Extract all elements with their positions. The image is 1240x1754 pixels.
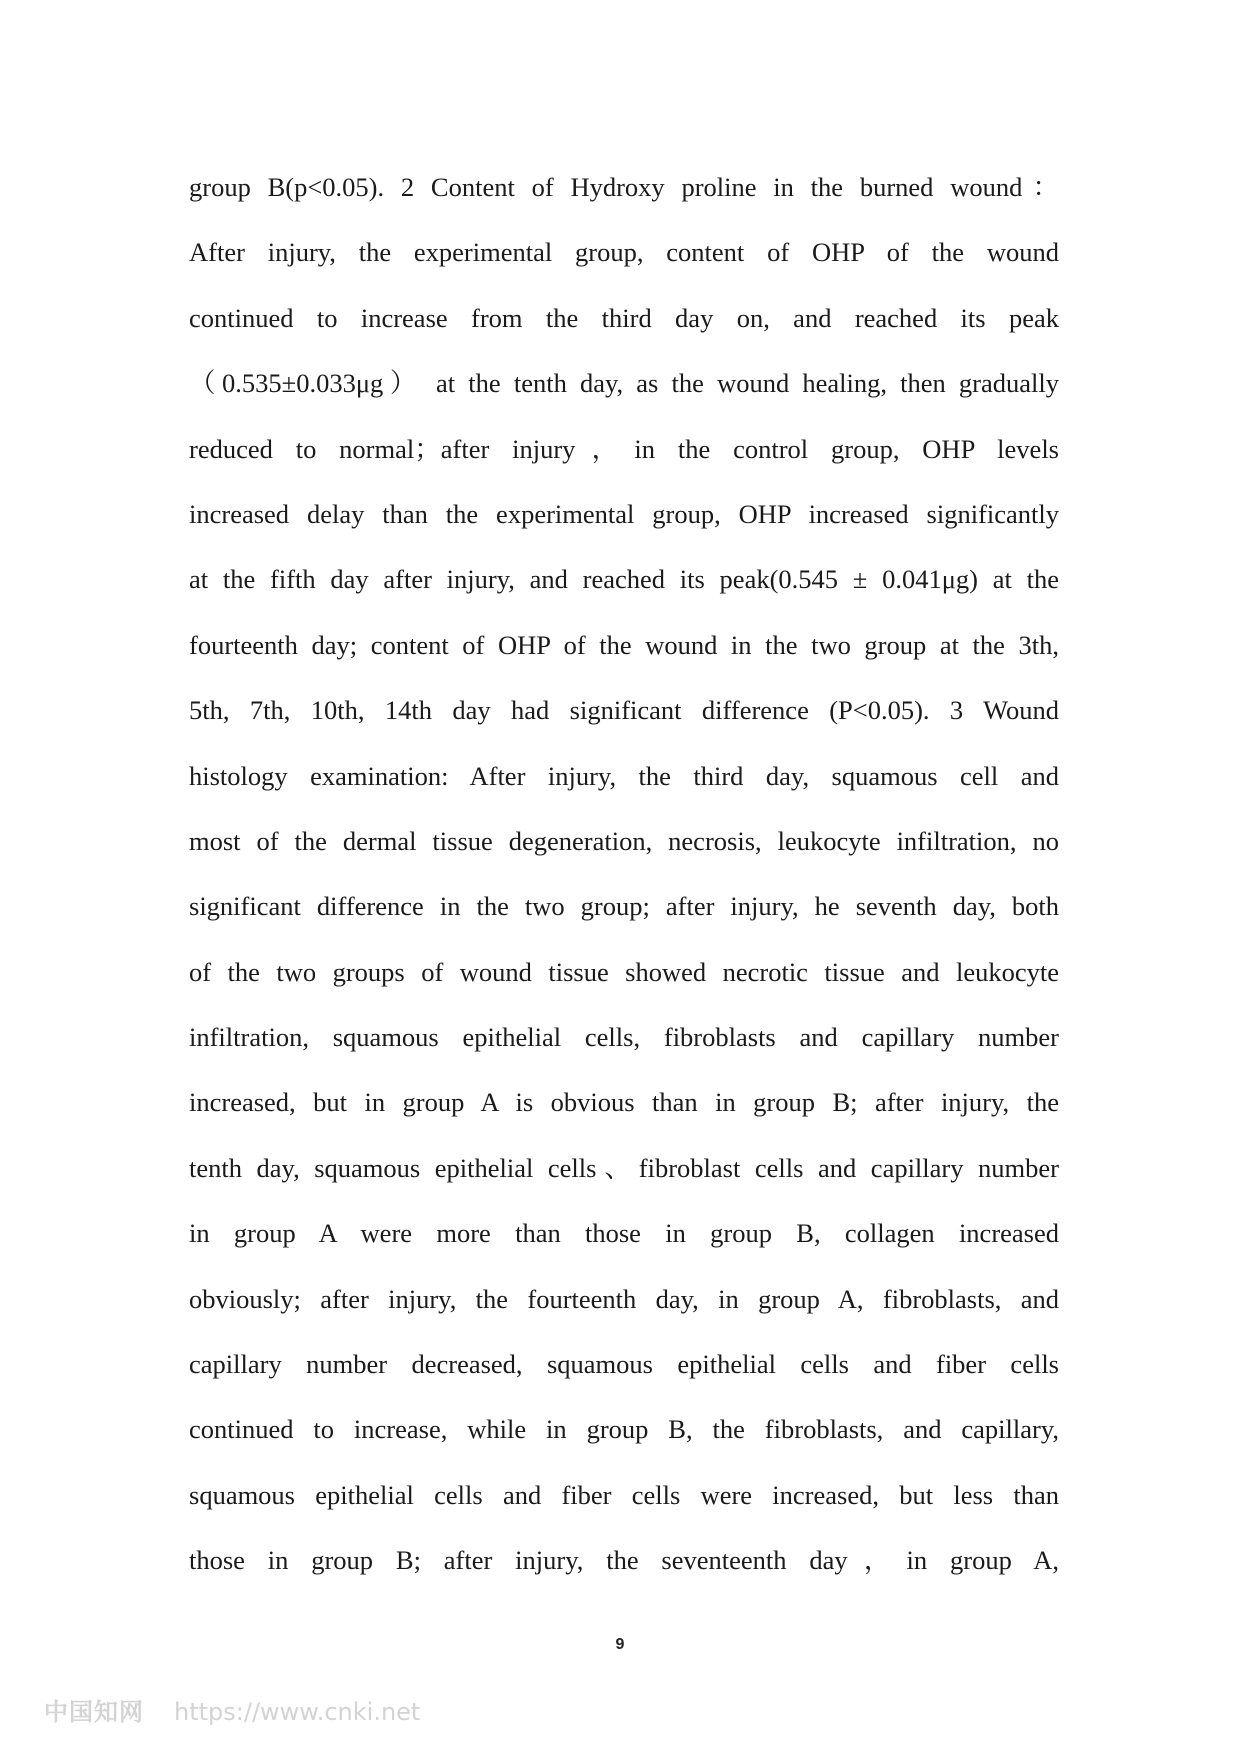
watermark [44, 1692, 420, 1727]
text-line: capillary number decreased, squamous epithelial cells and fiber cells [189, 1349, 1059, 1380]
text-line: at the fifth day after injury, and reached its peak(0.545 ± 0.041μg) at the [189, 564, 1059, 595]
text-line: After injury, the experimental group, content of OHP of the wound [189, 237, 1059, 268]
page-number: 9 [615, 1636, 625, 1653]
text-line: group B(p<0.05). 2 Content of Hydroxy proline in the burned wound： [189, 172, 1059, 202]
text-line: histology examination: After injury, the third day, squamous cell and [189, 760, 1059, 791]
text-line: infiltration, squamous epithelial cells, fibroblasts and capillary number [189, 1022, 1059, 1053]
text-line: continued to increase from the third day on, and reached its peak [189, 302, 1059, 333]
text-line: tenth day, squamous epithelial cells、fibroblast cells and capillary number [189, 1152, 1059, 1183]
text-line: 5th, 7th, 10th, 14th day had significant difference (P<0.05). 3 Wound [189, 695, 1059, 726]
text-line: most of the dermal tissue degeneration, necrosis, leukocyte infiltration, no [189, 825, 1059, 856]
text-line: in group A were more than those in group B, collagen increased [189, 1218, 1059, 1249]
text-line: reduced to normal；after injury，in the control group, OHP levels [189, 433, 1059, 464]
text-line: continued to increase, while in group B, the fibroblasts, and capillary, [189, 1414, 1059, 1445]
watermark-logo: 中国知网 [44, 1698, 144, 1726]
text-line: increased delay than the experimental group, OHP increased significantly [189, 498, 1059, 529]
text-line: those in group B; after injury, the seventeenth day，in group A, [189, 1545, 1059, 1576]
watermark-url: https://www.cnki.net [174, 1698, 421, 1726]
body-paragraph [189, 155, 1059, 1594]
text-line: significant difference in the two group; after injury, he seventh day, both [189, 891, 1059, 922]
text-line: of the two groups of wound tissue showed necrotic tissue and leukocyte [189, 956, 1059, 987]
text-line: fourteenth day; content of OHP of the wound in the two group at the 3th, [189, 629, 1059, 660]
text-line: （0.535±0.033μg） at the tenth day, as the wound healing, then gradually [189, 368, 1059, 399]
text-line: obviously; after injury, the fourteenth day, in group A, fibroblasts, and [189, 1283, 1059, 1314]
text-line: squamous epithelial cells and fiber cells were increased, but less than [189, 1479, 1059, 1510]
text-line: increased, but in group A is obvious than in group B; after injury, the [189, 1087, 1059, 1118]
